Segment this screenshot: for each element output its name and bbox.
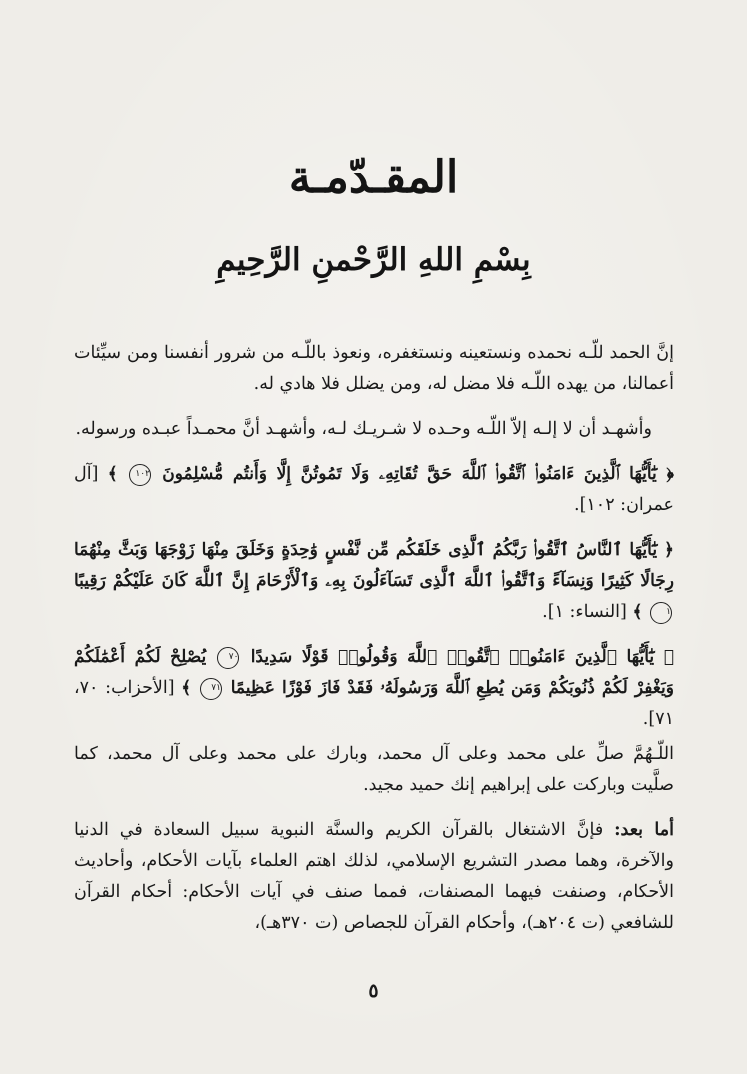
verse-an-nisa [74, 535, 674, 628]
paragraph-introduction [74, 815, 674, 939]
verse-close-bracket: ﴾ [181, 678, 192, 698]
verse-reference: [آل عمران: ١٠٢]. [74, 464, 674, 515]
verse-text: ﴿ يَٰٓأَيُّهَا ٱلَّذِينَ ءَامَنُوا۟ ٱتَّقُوا۟ ٱللَّهَ وَقُولُوا۟ قَوْلًا سَدِيدًا [250, 647, 674, 667]
verse-number-ornament: ١٠٢ [129, 464, 151, 486]
verse-reference: [النساء: ١]. [542, 602, 627, 622]
page-body [74, 338, 674, 953]
verse-close-bracket: ﴾ [632, 602, 643, 622]
paragraph-opening: إنَّ الحمد للّـه نحمده ونستعينه ونستغفره، ونعوذ باللّـه من شرور أنفسنا ومن سيِّئات أعمالنا، من يهده اللّـه فلا مضل له، ومن يضلل فلا هادي له. [74, 343, 674, 394]
page-number: ٥ [368, 980, 379, 1002]
paragraph-lead: أما بعد: [614, 820, 674, 840]
verse-number-ornament: ١ [650, 602, 672, 624]
paragraph-prayer: اللّـهُمَّ صلِّ على محمد وعلى آل محمد، وبارك على محمد وعلى آل محمد، كما صلَّيت وباركت على إبراهيم إنك حميد مجيد. [74, 744, 674, 795]
page-title: المقـدّمـة [288, 152, 459, 203]
verse-number-ornament: ٧٠ [217, 647, 239, 669]
verse-text-continued: يُصْلِحْ لَكُمْ أَعْمَٰلَكُمْ وَيَغْفِرْ لَكُمْ ذُنُوبَكُمْ وَمَن يُطِعِ ٱللَّهَ وَرَسُولَهُۥ فَقَدْ فَازَ فَوْزًا عَظِيمًا [74, 647, 674, 698]
verse-al-ahzab [74, 642, 674, 735]
verse-number-ornament: ٧١ [200, 678, 222, 700]
verse-text: ﴿ يَٰٓأَيُّهَا ٱلَّذِينَ ءَامَنُوا۟ ٱتَّقُوا۟ ٱللَّهَ حَقَّ تُقَاتِهِۦ وَلَا تَمُوتُنَّ إِلَّا وَأَنتُم مُّسْلِمُونَ [162, 464, 674, 484]
verse-al-imran [74, 459, 674, 521]
verse-close-bracket: ﴾ [107, 464, 118, 484]
verse-text: ﴿ يَٰٓأَيُّهَا ٱلنَّاسُ ٱتَّقُوا۟ رَبَّكُمُ ٱلَّذِى خَلَقَكُم مِّن نَّفْسٍ وَٰحِدَةٍ وَخَلَقَ مِنْهَا زَوْجَهَا وَبَثَّ مِنْهُمَا رِجَالًا كَثِيرًا وَنِسَآءً وَٱتَّقُوا۟ ٱللَّهَ ٱلَّذِى تَسَآءَلُونَ بِهِۦ وَٱلْأَرْحَامَ إِنَّ ٱللَّهَ كَانَ عَلَيْكُمْ رَقِيبًا [74, 540, 674, 591]
paragraph-testimony: وأشهـد أن لا إلـه إلاّ اللّـه وحـده لا شـريـك لـه، وأشهـد أنَّ محمـداً عبـده ورسوله. [75, 419, 652, 439]
paragraph-text: فإنَّ الاشتغال بالقرآن الكريم والسنَّة النبوية سبيل السعادة في الدنيا والآخرة، وهما مصدر التشريع الإسلامي، لذلك اهتم العلماء بآيات الأحكام، وأحاديث الأحكام، وصنفت فيهما المصنفات، فمما صنف في آيات الأحكام: أحكام القرآن للشافعي (ت ٢٠٤هـ)، وأحكام القرآن للجصاص (ت ٣٧٠هـ)، [74, 820, 674, 933]
verse-reference: [الأحزاب: ٧٠، ٧١]. [74, 678, 674, 729]
basmala-calligraphy: بِسْمِ اللهِ الرَّحْمنِ الرَّحِيمِ [216, 242, 531, 278]
